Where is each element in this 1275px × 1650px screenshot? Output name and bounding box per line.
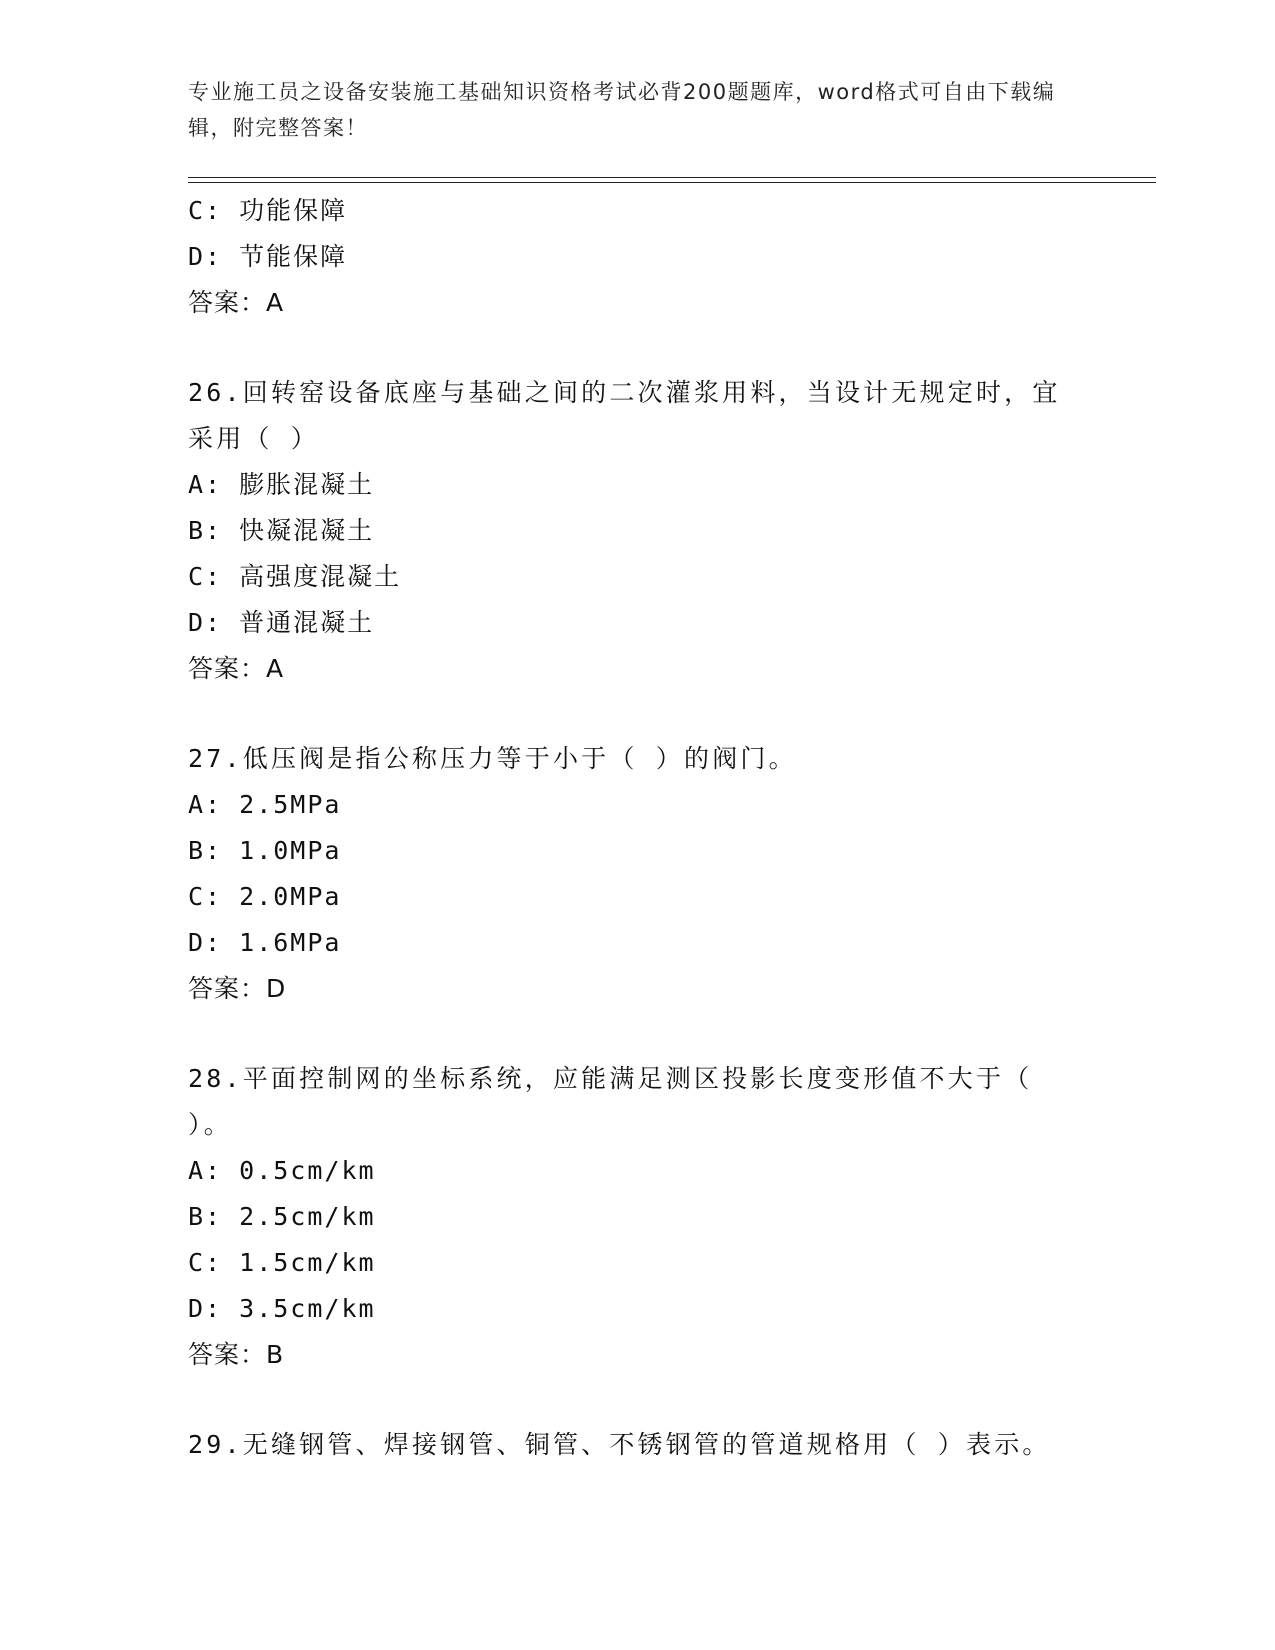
question-29 (188, 1422, 1088, 1468)
option-d: D: 普通混凝土 (188, 608, 375, 637)
option-b: B: 快凝混凝土 (188, 516, 375, 545)
option-c: C: 2.0MPa (188, 882, 342, 911)
document-header: 专业施工员之设备安装施工基础知识资格考试必背200题题库，word格式可自由下载编辑，附完整答案！ (188, 80, 1056, 140)
option-c: C: 高强度混凝土 (188, 562, 402, 591)
option-d: D: 3.5cm/km (188, 1294, 376, 1323)
question-26 (188, 370, 1088, 692)
option-d: D: 1.6MPa (188, 928, 342, 957)
question-title: 27.低压阀是指公称压力等于小于（ ）的阀门。 (188, 744, 797, 773)
option-d: D: 节能保障 (188, 242, 348, 271)
option-c: C: 1.5cm/km (188, 1248, 376, 1277)
option-a: A: 2.5MPa (188, 790, 342, 819)
question-28 (188, 1056, 1088, 1378)
question-title: 29.无缝钢管、焊接钢管、铜管、不锈钢管的管道规格用（ ）表示。 (188, 1430, 1051, 1459)
option-b: B: 1.0MPa (188, 836, 342, 865)
header-rule-top (188, 177, 1156, 178)
question-title: 26.回转窑设备底座与基础之间的二次灌浆用料，当设计无规定时，宜采用（ ） (188, 378, 1061, 453)
header-rule-bottom (188, 182, 1156, 183)
question-title: 28.平面控制网的坐标系统，应能满足测区投影长度变形值不大于（ ）。 (188, 1064, 1033, 1139)
question-list (188, 188, 1088, 1468)
answer-line: 答案：A (188, 288, 285, 317)
question-27 (188, 736, 1088, 1012)
question-fragment (188, 188, 1088, 326)
answer-line: 答案：B (188, 1340, 285, 1369)
answer-line: 答案：D (188, 974, 287, 1003)
option-b: B: 2.5cm/km (188, 1202, 376, 1231)
option-a: A: 膨胀混凝土 (188, 470, 375, 499)
option-c: C: 功能保障 (188, 196, 348, 225)
answer-line: 答案：A (188, 654, 285, 683)
option-a: A: 0.5cm/km (188, 1156, 376, 1185)
